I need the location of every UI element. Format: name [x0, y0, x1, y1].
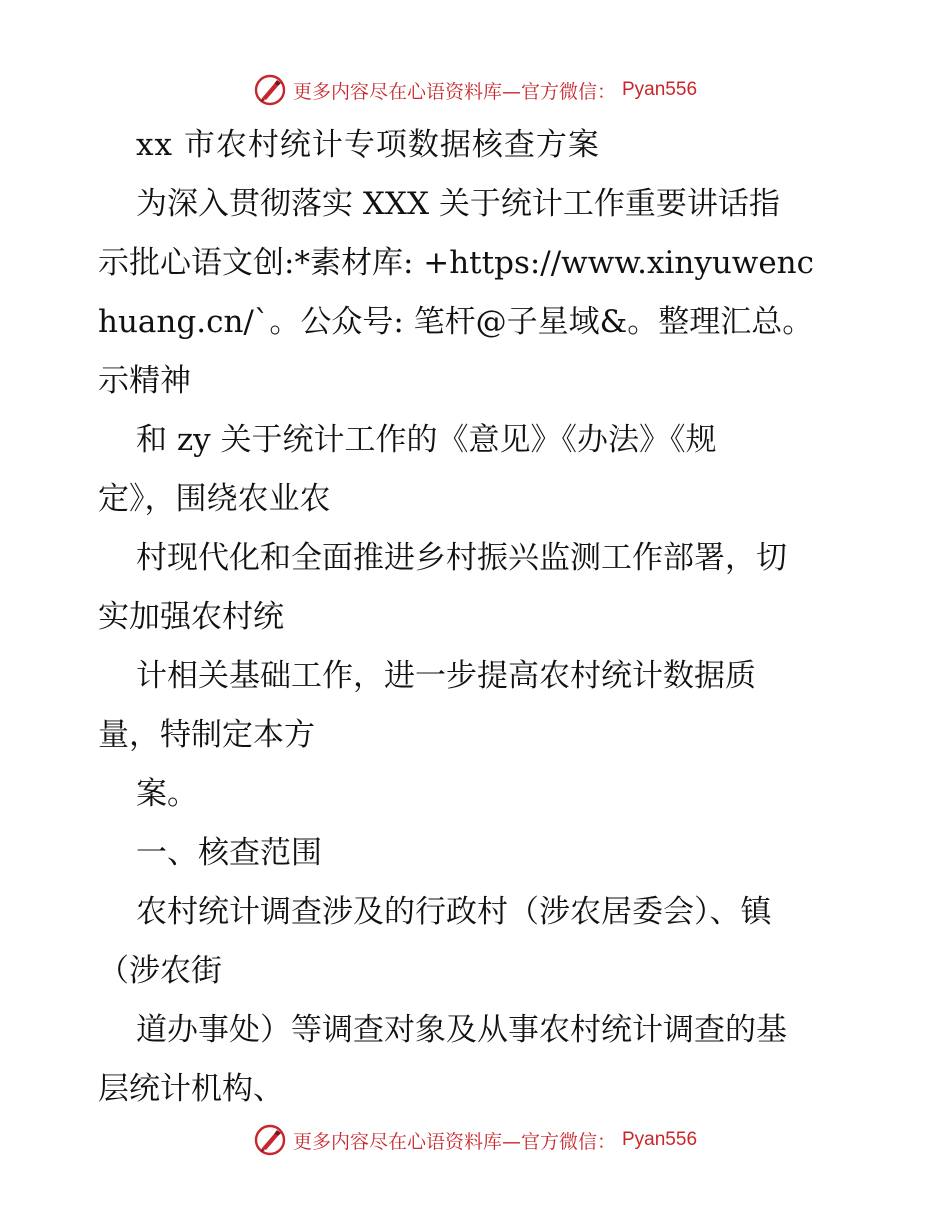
document-body: [98, 116, 858, 1119]
paragraph-line: 示批心语文创:*素材库: +https://www.xinyuwenc: [98, 245, 815, 281]
paragraph-line: 量，特制定本方: [98, 717, 315, 753]
watermark-wechat-id: Pyan556: [622, 79, 698, 100]
paragraph-line: 定》，围绕农业农: [98, 481, 331, 517]
paragraph-line: （涉农街: [98, 953, 222, 989]
pen-logo-icon: [253, 73, 287, 107]
paragraph-line: huang.cn/`。公众号: 笔杆@子星域&。整理汇总。: [98, 304, 814, 340]
paragraph-line: 和 zy 关于统计工作的《意见》《办法》《规: [136, 422, 717, 458]
section-heading: 一、核查范围: [136, 835, 322, 871]
paragraph-line: 案。: [136, 776, 198, 812]
watermark-text: 更多内容尽在心语资料库—官方微信：: [292, 1130, 616, 1153]
document-title: xx 市农村统计专项数据核查方案: [136, 127, 600, 163]
paragraph-line: 实加强农村统: [98, 599, 284, 635]
paragraph-line: 道办事处）等调查对象及从事农村统计调查的基: [136, 1012, 787, 1048]
paragraph-line: 示精神: [98, 363, 191, 399]
pen-logo-icon: [253, 1123, 287, 1157]
paragraph-line: 村现代化和全面推进乡村振兴监测工作部署，切: [136, 540, 787, 576]
watermark-text: 更多内容尽在心语资料库—官方微信：: [292, 80, 616, 103]
footer-watermark: [0, 1120, 950, 1160]
watermark-wechat-id: Pyan556: [622, 1129, 698, 1150]
header-watermark: [0, 70, 950, 110]
paragraph-line: 为深入贯彻落实 XXX 关于统计工作重要讲话指: [136, 186, 780, 222]
paragraph-line: 农村统计调查涉及的行政村（涉农居委会）、镇: [136, 894, 772, 930]
paragraph-line: 计相关基础工作，进一步提高农村统计数据质: [136, 658, 756, 694]
paragraph-line: 层统计机构、: [98, 1071, 284, 1107]
